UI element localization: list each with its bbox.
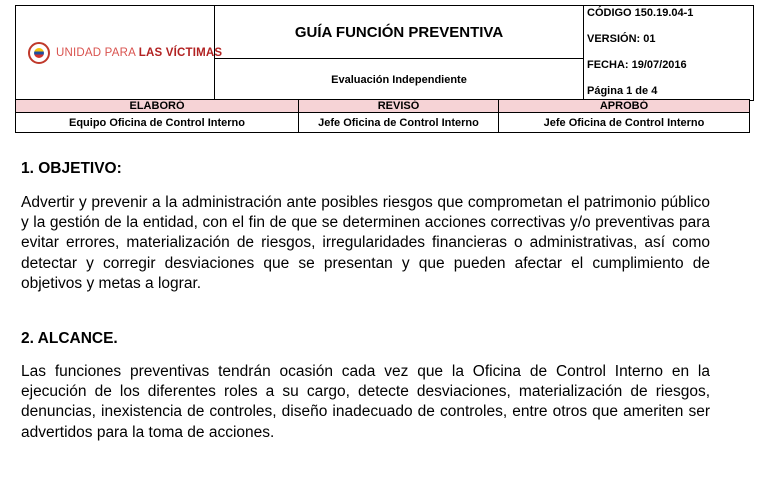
document-header bbox=[15, 5, 754, 101]
reviso-header: REVISÓ bbox=[299, 100, 499, 113]
objetivo-heading: 1. OBJETIVO: bbox=[21, 160, 122, 177]
alcance-text: Las funciones preventivas tendrán ocasión cada vez que la Oficina de Control Interno en la ejecución de los diferentes roles a su cargo, detecte desviaciones, materialización de riesgos, denuncias, inexistencia de controles, diseño inadecuado de controles, entre otros que ameriten ser advertidos para la toma de acciones. bbox=[21, 363, 710, 441]
signature-table bbox=[15, 99, 750, 133]
pagina-label: Página 1 de 4 bbox=[587, 84, 658, 97]
colombia-seal-icon bbox=[28, 42, 50, 64]
unidad-victimas-logo bbox=[28, 42, 222, 64]
objetivo-text: Advertir y prevenir a la administración ante posibles riesgos que comprometan el patrimonio público y la gestión de la entidad, con el fin de que se determinen acciones correctivas y/o preventivas para evitar errores, materialización de riesgos, irregularidades financieras o administrativas, así como detectar y corregir desviaciones que se presentan y que pueden afectar el cumplimiento de objetivos y metas a lograr. bbox=[21, 194, 710, 292]
elaboro-header: ELABORÓ bbox=[16, 100, 299, 113]
document-meta bbox=[584, 6, 754, 101]
aprobo-value: Jefe Oficina de Control Interno bbox=[499, 113, 750, 133]
fecha-label: FECHA: 19/07/2016 bbox=[587, 58, 687, 71]
alcance-heading: 2. ALCANCE. bbox=[21, 330, 118, 347]
document-title: GUÍA FUNCIÓN PREVENTIVA bbox=[215, 6, 584, 59]
codigo-label: CÓDIGO 150.19.04-1 bbox=[587, 6, 694, 19]
elaboro-value: Equipo Oficina de Control Interno bbox=[16, 113, 299, 133]
reviso-value: Jefe Oficina de Control Interno bbox=[299, 113, 499, 133]
document-subtitle: Evaluación Independiente bbox=[215, 59, 584, 101]
aprobo-header: APROBÓ bbox=[499, 100, 750, 113]
logo-text: UNIDAD PARA LAS VÍCTIMAS bbox=[56, 47, 223, 59]
version-label: VERSIÓN: 01 bbox=[587, 32, 656, 45]
logo-cell bbox=[16, 6, 223, 101]
